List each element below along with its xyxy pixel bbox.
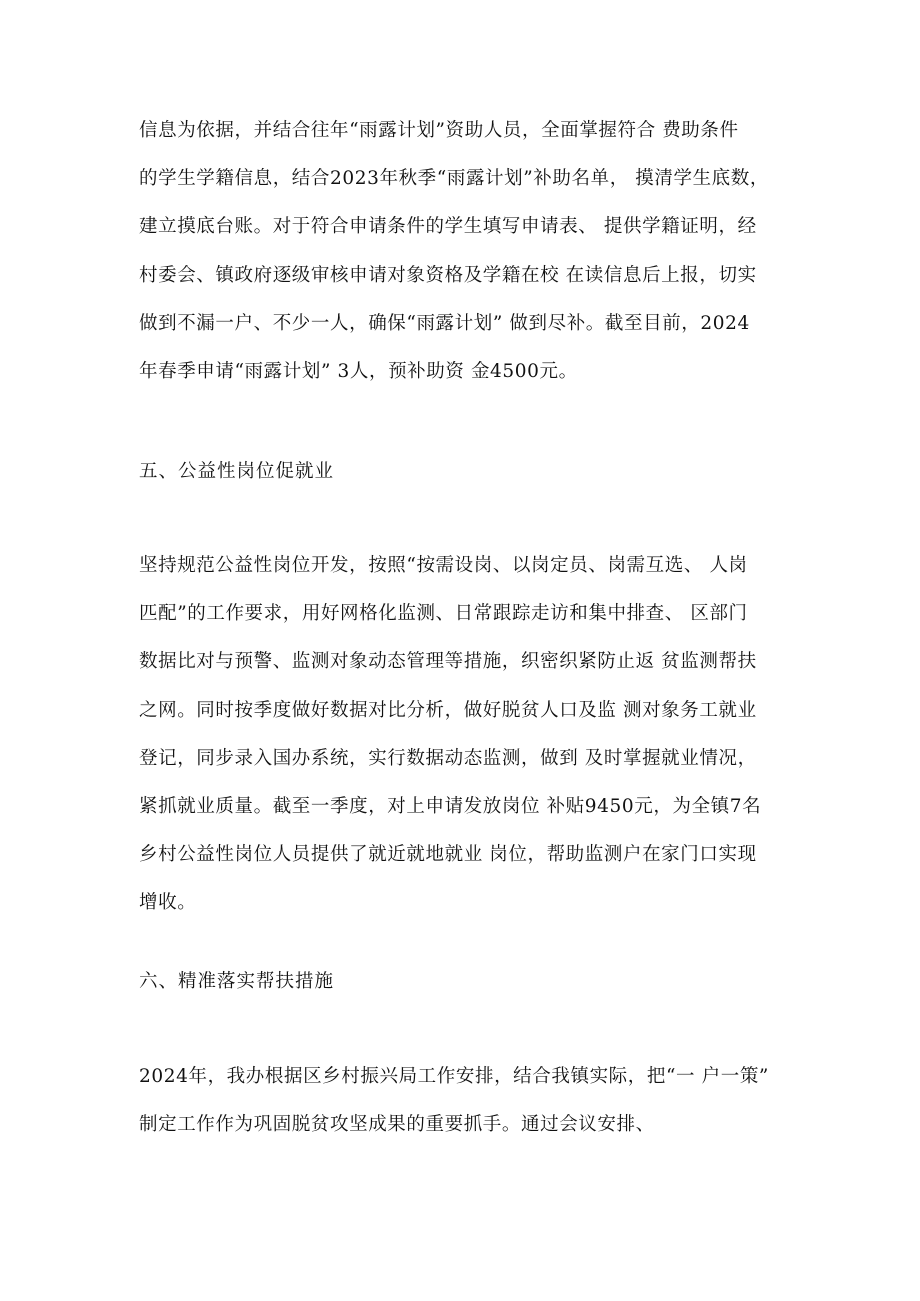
paragraph-line: 之网。同时按季度做好数据对比分析，做好脱贫人口及监 测对象务工就业 — [139, 699, 757, 721]
paragraph-line: 2024年，我办根据区乡村振兴局工作安排，结合我镇实际，把“一 户一策” — [139, 1066, 769, 1087]
section-heading-6: 六、精准落实帮扶措施 — [139, 971, 335, 992]
paragraph-rain-dew-plan — [139, 107, 799, 396]
paragraph-line: 村委会、镇政府逐级审核申请对象资格及学籍在校 在读信息后上报，切实 — [139, 264, 757, 286]
paragraph-line: 登记，同步录入国办系统，实行数据动态监测，做到 及时掌握就业情况， — [139, 747, 757, 769]
paragraph-line: 建立摸底台账。对于符合申请条件的学生填写申请表、 提供学籍证明，经 — [139, 216, 757, 238]
paragraph-line: 匹配”的工作要求，用好网格化监测、日常跟踪走访和集中排查、 区部门 — [139, 603, 748, 625]
paragraph-line: 坚持规范公益性岗位开发，按照“按需设岗、以岗定员、岗需互选、 人岗 — [139, 555, 748, 576]
paragraph-line: 乡村公益性岗位人员提供了就近就地就业 岗位，帮助监测户在家门口实现 — [139, 844, 757, 866]
paragraph-line: 制定工作作为巩固脱贫攻坚成果的重要抓手。通过会议安排、 — [139, 1114, 655, 1136]
paragraph-line: 信息为依据，并结合往年“雨露计划”资助人员，全面掌握符合 费助条件 — [139, 120, 739, 141]
paragraph-public-welfare-jobs — [139, 542, 799, 928]
paragraph-line: 的学生学籍信息，结合2023年秋季“雨露计划”补助名单， 摸清学生底数， — [139, 168, 769, 190]
paragraph-line: 紧抓就业质量。截至一季度，对上申请发放岗位 补贴9450元，为全镇7名 — [139, 795, 762, 817]
paragraph-assistance-measures — [139, 1053, 799, 1149]
paragraph-line: 增收。 — [139, 892, 197, 914]
paragraph-line: 年春季申请“雨露计划” 3人，预补助资 金4500元。 — [139, 360, 578, 382]
paragraph-line: 做到不漏一户、不少一人，确保“雨露计划” 做到尽补。截至目前，2024 — [139, 312, 750, 334]
paragraph-line: 数据比对与预警、监测对象动态管理等措施，织密织紧防止返 贫监测帮扶 — [139, 651, 757, 673]
section-heading-5: 五、公益性岗位促就业 — [139, 461, 335, 482]
